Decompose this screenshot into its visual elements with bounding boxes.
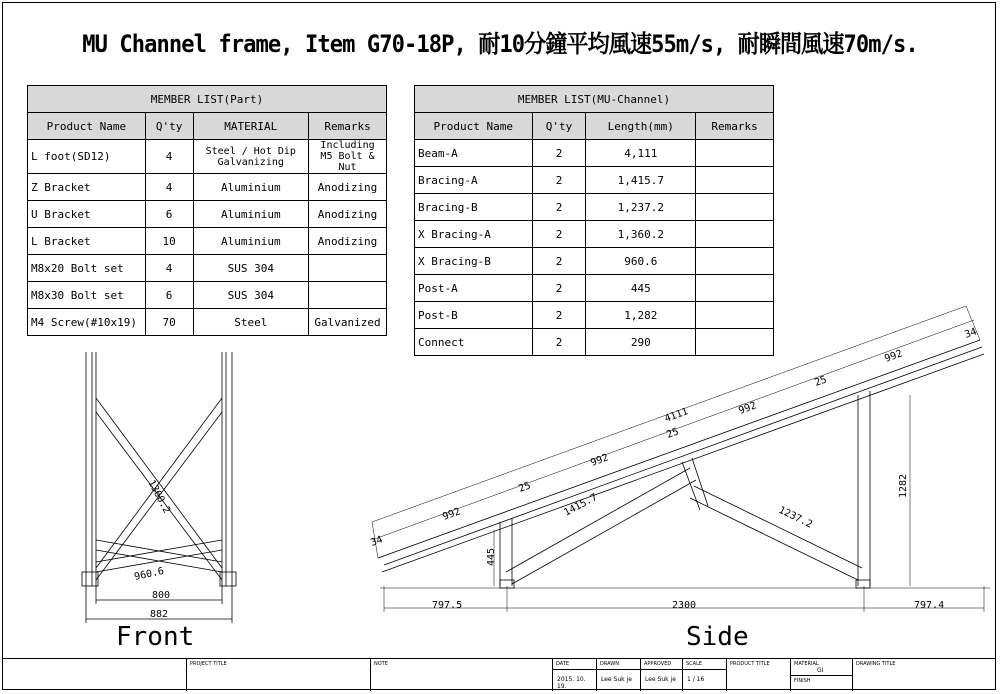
side-dim-4111: 4111 [663, 406, 690, 425]
channel-length: 445 [586, 275, 696, 302]
part-name: L foot(SD12) [28, 140, 146, 174]
side-dim-bracing-b: 1237.2 [776, 504, 814, 531]
side-bracing-a-1 [506, 468, 690, 572]
channel-length: 1,415.7 [586, 167, 696, 194]
part-remarks: Anodizing [309, 174, 387, 201]
front-dim-label-960: 960.6 [133, 565, 166, 583]
side-beam-mid [384, 347, 982, 565]
part-remarks: Galvanized [309, 309, 387, 336]
side-dim-base-left: 797.5 [432, 600, 463, 611]
part-name: U Bracket [28, 201, 146, 228]
front-dim-label-1360: 1360.2 [145, 478, 173, 516]
channel-name: Connect [415, 329, 533, 356]
title-block [2, 658, 996, 691]
part-table-caption: MEMBER LIST(Part) [28, 86, 387, 113]
channel-qty: 2 [532, 329, 586, 356]
part-header-material: MATERIAL [193, 113, 309, 140]
side-dim-base-mid: 2300 [672, 600, 697, 611]
side-dim-gap3: 25 [813, 374, 829, 389]
side-dim-base-right: 797.4 [914, 600, 945, 611]
channel-name: X Bracing-A [415, 221, 533, 248]
channel-header-remarks: Remarks [696, 113, 774, 140]
channel-length: 1,237.2 [586, 194, 696, 221]
channel-header-qty: Q'ty [532, 113, 586, 140]
channel-qty: 2 [532, 248, 586, 275]
side-view-label: Side [686, 622, 749, 652]
side-dim-seg3: 992 [737, 400, 758, 417]
part-qty: 6 [145, 282, 193, 309]
channel-name: X Bracing-B [415, 248, 533, 275]
side-dim-bracing-a: 1415.7 [562, 491, 600, 519]
front-dim-label-800: 800 [152, 590, 171, 601]
tb-scale: SCALE 1 / 16 [682, 659, 726, 691]
channel-length: 290 [586, 329, 696, 356]
part-qty: 6 [145, 201, 193, 228]
part-material: Aluminium [193, 228, 309, 255]
part-remarks: Including M5 Bolt & Nut [309, 140, 387, 174]
part-qty: 4 [145, 174, 193, 201]
channel-name: Beam-A [415, 140, 533, 167]
channel-name: Bracing-B [415, 194, 533, 221]
part-material: Steel / Hot Dip Galvanizing [193, 140, 309, 174]
side-connect-2 [692, 458, 708, 506]
side-dim-seg4: 992 [883, 348, 904, 365]
part-remarks: Anodizing [309, 201, 387, 228]
side-dim-gap2: 25 [665, 426, 681, 441]
channel-qty: 2 [532, 302, 586, 329]
side-bracing-a-2 [512, 480, 696, 584]
part-header-name: Product Name [28, 113, 146, 140]
part-material: Steel [193, 309, 309, 336]
channel-name: Post-A [415, 275, 533, 302]
side-dim-seg2: 992 [589, 452, 610, 469]
channel-name: Post-B [415, 302, 533, 329]
tb-drawn: DRAWN Lee Suk je [596, 659, 640, 691]
part-qty: 4 [145, 255, 193, 282]
channel-header-length: Length(mm) [586, 113, 696, 140]
part-name: M8x20 Bolt set [28, 255, 146, 282]
channel-name: Bracing-A [415, 167, 533, 194]
tb-product-title: PRODUCT TITLE [726, 659, 790, 691]
side-dim-post-a: 445 [486, 547, 497, 566]
part-qty: 4 [145, 140, 193, 174]
part-header-remarks: Remarks [309, 113, 387, 140]
part-header-qty: Q'ty [145, 113, 193, 140]
tb-date: DATE 2015. 10. 19. [552, 659, 596, 691]
side-beam-top [378, 340, 980, 558]
part-name: Z Bracket [28, 174, 146, 201]
side-bracing-b-2 [690, 498, 858, 580]
channel-length: 1,282 [586, 302, 696, 329]
front-view-label: Front [116, 622, 195, 652]
part-material: SUS 304 [193, 255, 309, 282]
drawing-title: MU Channel frame, Item G70-18P, 耐10分鐘平均風速55m/s, 耐瞬間風速70m/s. [82, 30, 918, 58]
part-material: SUS 304 [193, 282, 309, 309]
tb-material: MATERIAL GI FINISH [790, 659, 852, 691]
front-dim-label-882: 882 [150, 609, 169, 620]
part-name: L Bracket [28, 228, 146, 255]
side-dim-gap1: 25 [517, 480, 533, 495]
tb-project-title: PROJECT TITLE [186, 659, 370, 691]
channel-length: 4,111 [586, 140, 696, 167]
side-dim-end-left: 34 [369, 534, 385, 549]
channel-header-name: Product Name [415, 113, 533, 140]
tb-drawing-title: DRAWING TITLE [852, 659, 996, 691]
channel-qty: 2 [532, 275, 586, 302]
part-name: M8x30 Bolt set [28, 282, 146, 309]
part-name: M4 Screw(#10x19) [28, 309, 146, 336]
channel-length: 960.6 [586, 248, 696, 275]
channel-length: 1,360.2 [586, 221, 696, 248]
part-remarks: Anodizing [309, 228, 387, 255]
side-dim-end-right: 34 [963, 326, 979, 341]
side-dim-post-b: 1282 [898, 473, 909, 498]
tb-approved: APPROVED Lee Suk je [640, 659, 682, 691]
part-qty: 70 [145, 309, 193, 336]
channel-qty: 2 [532, 194, 586, 221]
tb-note: NOTE [370, 659, 552, 691]
channel-qty: 2 [532, 167, 586, 194]
channel-qty: 2 [532, 140, 586, 167]
part-material: Aluminium [193, 174, 309, 201]
side-dim-seg1: 992 [441, 506, 462, 523]
channel-table-caption: MEMBER LIST(MU-Channel) [415, 86, 774, 113]
side-bracing-b-1 [694, 486, 862, 568]
part-qty: 10 [145, 228, 193, 255]
side-beam-bottom [382, 354, 984, 572]
part-material: Aluminium [193, 201, 309, 228]
channel-qty: 2 [532, 221, 586, 248]
